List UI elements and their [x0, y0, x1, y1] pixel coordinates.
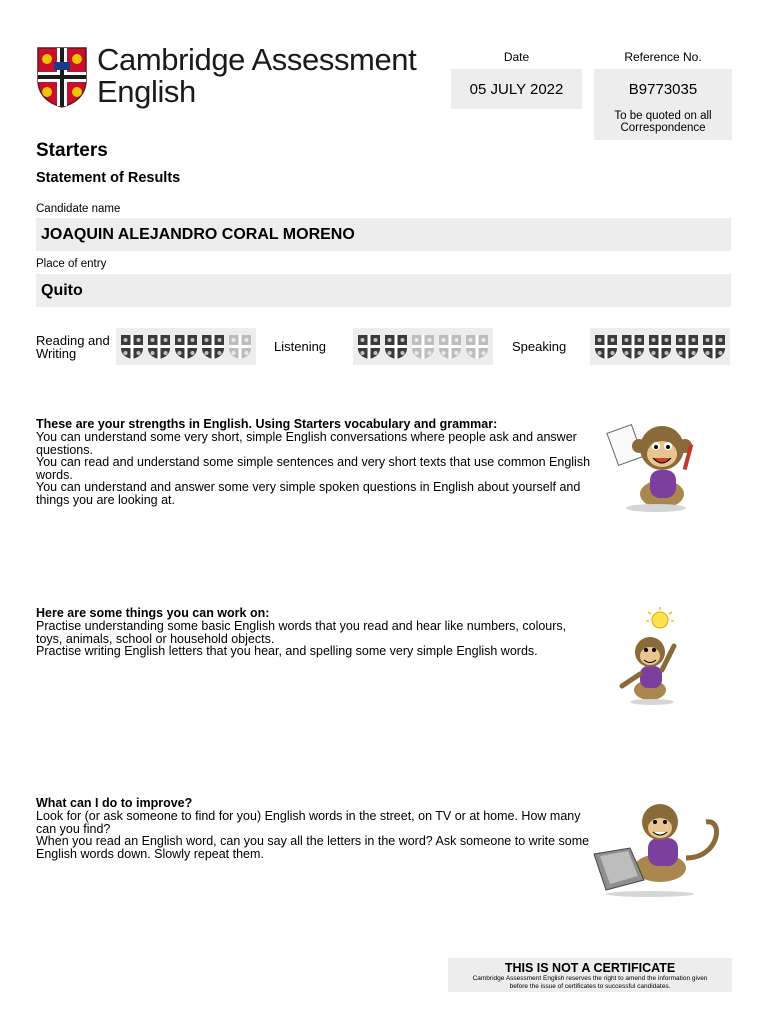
place-of-entry-value: Quito: [36, 274, 731, 307]
reference-note: To be quoted on all Correspondence: [614, 110, 712, 134]
shield-empty-icon: [411, 334, 435, 360]
shield-filled-icon: [648, 334, 672, 360]
shield-filled-icon: [147, 334, 171, 360]
footer-note-line: Cambridge Assessment English reserves the right to amend the information given: [472, 975, 708, 982]
shield-filled-icon: [594, 334, 618, 360]
section-body: [36, 810, 591, 860]
improve-section: [36, 796, 591, 860]
section-line: Practise writing English letters that you hear, and spelling some very simple English words.: [36, 644, 538, 658]
section-line: You can read and understand some simple sentences and very short texts that use common English words.: [36, 455, 591, 482]
place-of-entry-label: Place of entry: [36, 258, 107, 270]
candidate-name-value: JOAQUIN ALEJANDRO CORAL MORENO: [36, 218, 731, 251]
skill-label-listening: Listening: [274, 339, 327, 354]
not-a-certificate-notice: [448, 958, 732, 992]
university-crest-shield-icon: [36, 46, 88, 108]
date-value: 05 JULY 2022: [451, 69, 582, 109]
brand-subname: English: [97, 74, 196, 109]
shield-filled-icon: [621, 334, 645, 360]
monkey-lightbulb-icon: [612, 606, 692, 706]
document-title: Starters: [36, 140, 108, 161]
skill-label-speaking: Speaking: [512, 339, 567, 354]
shield-score-listening: [353, 328, 493, 365]
section-heading: Here are some things you can work on:: [36, 606, 270, 620]
shield-filled-icon: [357, 334, 381, 360]
reference-box: [594, 69, 732, 140]
section-line: You can understand and answer some very simple spoken questions in English about yourself and things you are looking at.: [36, 480, 581, 507]
candidate-name-label: Candidate name: [36, 203, 121, 215]
shield-score-reading-writing: [116, 328, 256, 365]
skill-label-reading-writing: Reading and Writing: [36, 333, 110, 361]
section-line: You can understand some very short, simple English conversations where people ask and answer questions.: [36, 430, 577, 457]
section-body: [36, 620, 591, 658]
section-line: When you read an English word, can you say all the letters in the word? Ask someone to write some English words down. Slowly repeat them.: [36, 834, 590, 861]
date-block: [451, 50, 582, 109]
shield-empty-icon: [438, 334, 462, 360]
section-heading: What can I do to improve?: [36, 796, 193, 810]
shield-score-speaking: [590, 328, 730, 365]
reference-block: [594, 50, 732, 140]
work-on-section: [36, 606, 591, 658]
brand-name: Cambridge Assessment: [97, 42, 417, 77]
section-body: [36, 431, 591, 506]
section-line: Practise understanding some basic English words that you read and hear like numbers, colours, toys, animals, school or household objects.: [36, 619, 567, 646]
shield-filled-icon: [384, 334, 408, 360]
date-label: Date: [503, 50, 530, 64]
shield-filled-icon: [174, 334, 198, 360]
footer-title: THIS IS NOT A CERTIFICATE: [504, 961, 676, 975]
reference-value: B9773035: [628, 81, 698, 98]
shield-filled-icon: [675, 334, 699, 360]
shield-filled-icon: [120, 334, 144, 360]
section-heading: These are your strengths in English. Using Starters vocabulary and grammar:: [36, 417, 498, 431]
section-line: Look for (or ask someone to find for you) English words in the street, on TV or at home. How many can you find?: [36, 809, 581, 836]
shield-filled-icon: [702, 334, 726, 360]
shield-empty-icon: [228, 334, 252, 360]
reference-label: Reference No.: [624, 50, 702, 64]
shield-empty-icon: [465, 334, 489, 360]
footer-note-line: before the issue of certificates to successful candidates.: [509, 982, 671, 990]
document-subtitle: Statement of Results: [36, 170, 181, 186]
strengths-section: [36, 417, 591, 506]
monkey-writing-icon: [606, 414, 712, 514]
shield-filled-icon: [201, 334, 225, 360]
monkey-laptop-icon: [590, 798, 726, 898]
